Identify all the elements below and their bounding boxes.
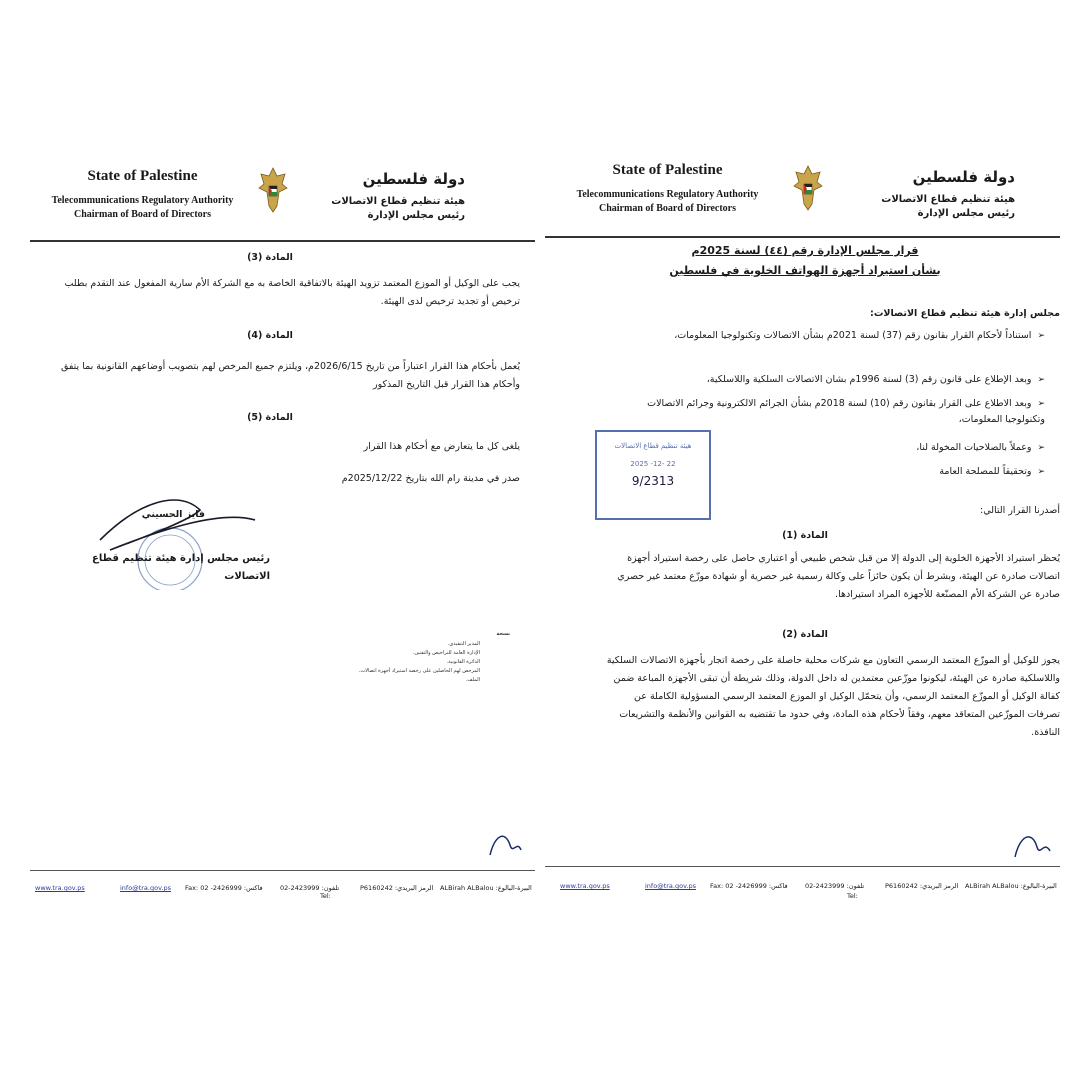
palestine-eagle-emblem-icon bbox=[255, 162, 291, 218]
arrow-bullet-icon: ➢ bbox=[1037, 375, 1045, 385]
footer bbox=[560, 882, 1060, 890]
arrow-bullet-icon: ➢ bbox=[1037, 467, 1045, 477]
issued-label: أصدرنا القرار التالي: bbox=[980, 505, 1060, 516]
article-2-title: المادة (2) bbox=[782, 629, 828, 640]
header-chairman: Chairman of Board of Directors bbox=[598, 203, 737, 214]
footer-email-link[interactable]: info@tra.gov.ps bbox=[120, 884, 171, 892]
initials-mark-icon bbox=[1010, 825, 1055, 870]
header-authority: Telecommunications Regulatory Authority bbox=[576, 189, 759, 200]
preamble-item: ➢وتحقيقاً للمصلحة العامة bbox=[745, 464, 1045, 480]
article-4-title: المادة (4) bbox=[247, 330, 293, 341]
decision-title: قرار مجلس الإدارة رقم (٤٤) لسنة 2025م bbox=[691, 244, 919, 257]
council-heading: مجلس إدارة هيئة تنظيم قطاع الاتصالات: bbox=[870, 308, 1060, 319]
header-chairman-ar: رئيس مجلس الإدارة bbox=[917, 208, 1015, 219]
copy-item: الدائرة القانونية. bbox=[446, 659, 480, 665]
footer-tel-en: Tel: bbox=[320, 892, 331, 900]
stamp-authority: هيئة تنظيم قطاع الاتصالات bbox=[614, 442, 692, 450]
preamble-item: ➢وعملاً بالصلاحيات المخولة لنا، bbox=[745, 440, 1045, 456]
copy-item: المدير التنفيذي. bbox=[447, 641, 480, 647]
stamp-date: 2025 -12- 22 bbox=[630, 460, 676, 468]
footer-fax: Fax: 02 -2426999 :فاكس bbox=[185, 884, 263, 892]
footer-divider bbox=[30, 870, 535, 871]
signatory-name: فايز الحسيني bbox=[141, 509, 205, 520]
english-header bbox=[20, 168, 265, 220]
footer-tel: 02-2423999 :تلفون bbox=[280, 884, 340, 892]
header-state: State of Palestine bbox=[87, 168, 198, 184]
palestine-eagle-emblem-icon bbox=[790, 160, 826, 216]
arrow-bullet-icon: ➢ bbox=[1037, 399, 1045, 409]
article-5-title: المادة (5) bbox=[247, 412, 293, 423]
copy-item: الملف. bbox=[465, 677, 480, 683]
initials-mark-icon bbox=[485, 825, 525, 865]
footer-email-link[interactable]: info@tra.gov.ps bbox=[645, 882, 696, 890]
arrow-bullet-icon: ➢ bbox=[1037, 331, 1045, 341]
footer-po: P6160242 :الرمز البريدي bbox=[360, 884, 434, 892]
header-state-ar: دولة فلسطين bbox=[912, 168, 1015, 186]
footer-website-link[interactable]: www.tra.gov.ps bbox=[35, 884, 85, 892]
article-1-text: يُحظر استيراد الأجهزة الخلوية إلى الدولة إلا من قبل شخص طبيعي أو اعتباري حاصل على رخصة استيراد أجهزة اتصالات صادرة عن الهيئة، وبشرط أن يكون حائزاً على وكالة رسمية غير حصرية أو شهادة موزّع معتمد غير حصري صادرة عن الشركة الأم المصنّعة للأجهزة المراد استيرادها. bbox=[617, 553, 1060, 600]
footer-divider bbox=[545, 866, 1060, 867]
header-divider bbox=[545, 236, 1060, 238]
preamble-item: ➢استناداً لأحكام القرار بقانون رقم (37) لسنة 2021م بشأن الاتصالات وتكنولوجيا المعلومات، bbox=[605, 328, 1045, 344]
document-page-2 bbox=[545, 140, 1065, 920]
issue-date: صدر في مدينة رام الله بتاريخ 2025/12/22م bbox=[341, 473, 520, 484]
preamble-item: ➢وبعد الاطلاع على القرار بقانون رقم (10) لسنة 2018م بشأن الجرائم الالكترونية وجرائم الاتصالات وتكنولوجيا المعلومات، bbox=[647, 398, 1045, 425]
header-authority-ar: هيئة تنظيم قطاع الاتصالات bbox=[881, 194, 1015, 205]
signatory-title: رئيس مجلس إدارة هيئة تنظيم قطاع الاتصالات bbox=[92, 553, 270, 582]
footer-tel: 02-2423999 :تلفون bbox=[805, 882, 865, 890]
arabic-header bbox=[295, 170, 465, 221]
header-chairman: Chairman of Board of Directors bbox=[73, 209, 212, 220]
header-chairman-ar: رئيس مجلس الإدارة bbox=[367, 210, 465, 221]
copy-label: نسخة bbox=[496, 631, 510, 637]
english-header bbox=[555, 162, 780, 214]
registry-stamp bbox=[595, 430, 711, 520]
footer-tel-en: Tel: bbox=[847, 892, 858, 900]
copy-item: المرخص لهم الحاصلين على رخصة استيراد أجهزة اتصالات. bbox=[358, 668, 480, 674]
header-divider bbox=[30, 240, 535, 242]
footer-address: ALBirah ALBalou :البيرة-البالوع bbox=[965, 882, 1057, 890]
footer-address: ALBirah ALBalou :البيرة-البالوع bbox=[440, 884, 532, 892]
arrow-bullet-icon: ➢ bbox=[1037, 443, 1045, 453]
header-state-ar: دولة فلسطين bbox=[362, 170, 465, 188]
article-1-title: المادة (1) bbox=[782, 530, 828, 541]
footer-fax: Fax: 02 -2426999 :فاكس bbox=[710, 882, 788, 890]
footer-website-link[interactable]: www.tra.gov.ps bbox=[560, 882, 610, 890]
decision-subject: بشأن استيراد أجهزة الهواتف الخلوية في فلسطين bbox=[669, 264, 941, 277]
stamp-number: 9/2313 bbox=[631, 474, 675, 488]
preamble-item: ➢وبعد الإطلاع على قانون رقم (3) لسنة 1996م بشان الاتصالات السلكية واللاسلكية، bbox=[605, 372, 1045, 388]
arabic-header bbox=[835, 168, 1015, 219]
copy-list bbox=[270, 640, 480, 685]
article-2-text: يجوز للوكيل أو الموزّع المعتمد الرسمي التعاون مع شركات محلية حاصلة على رخصة اتجار بأجهزة الاتصالات السلكية واللاسلكية صادرة عن الهيئة، ليكونوا موزّعين معتمدين له داخل الدولة، وذلك شريطة أن تبقى الأجهزة المباعة ضمن كفالة الوكيل أو الموزّع المعتمد الرسمي، وأن يتحمّل الوكيل او الموزع المعتمد الرسمي المسؤولية الكاملة عن تصرفات الموزّعين المتعاقد معهم، وفقاً لأحكام هذه المادة، وفي حدود ما تقتضيه به القوانين والأنظمة والتشريعات النافذة. bbox=[606, 655, 1060, 738]
article-4-text: يُعمل بأحكام هذا القرار اعتباراً من تاريخ 2026/6/15م، ويلتزم جميع المرخص لهم بتصويب أوضاعهم القانونية بما يتفق وأحكام هذا القرار قبل التاريخ المذكور bbox=[60, 361, 520, 390]
header-authority: Telecommunications Regulatory Authority bbox=[51, 195, 234, 206]
document-page-1 bbox=[20, 140, 535, 920]
header-state: State of Palestine bbox=[612, 162, 723, 178]
article-3-title: المادة (3) bbox=[247, 252, 293, 263]
article-3-text: يجب على الوكيل أو الموزع المعتمد تزويد الهيئة بالاتفاقية الخاصة به مع الشركة الأم سارية المفعول عند التقدم بطلب ترخيص أو تجديد ترخيص لدى الهيئة. bbox=[64, 278, 520, 307]
footer bbox=[35, 884, 530, 892]
footer-po: P6160242 :الرمز البريدي bbox=[885, 882, 959, 890]
copy-item: الإدارة العامة للتراخيص والتقنين. bbox=[412, 650, 480, 656]
article-5-text: يلغى كل ما يتعارض مع أحكام هذا القرار bbox=[363, 441, 520, 452]
header-authority-ar: هيئة تنظيم قطاع الاتصالات bbox=[331, 196, 465, 207]
